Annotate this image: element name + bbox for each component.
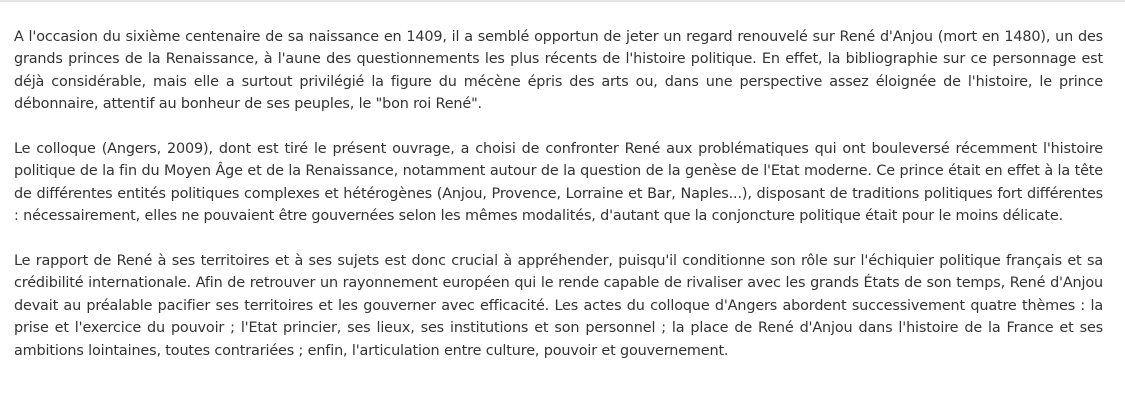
top-divider: [0, 0, 1125, 2]
book-description: [14, 26, 1103, 384]
paragraph-themes: Le rapport de René à ses territoires et à ses sujets est donc crucial à appréhender, puisqu'il conditionne son rôle sur l'échiquier politique français et sa crédibilité internationale. Afin de retrouver un rayonnement européen qui le rende capable de rivaliser avec les grands États de son temps, René d'Anjou devait au préalable pacifier ses territoires et les gouverner avec efficacité. Les actes du colloque d'Angers abordent successivement quatre thèmes : la prise et l'exercice du pouvoir ; l'Etat princier, ses lieux, ses institutions et son personnel ; la place de René d'Anjou dans l'histoire de la France et ses ambitions lointaines, toutes contrariées ; enfin, l'articulation entre culture, pouvoir et gouvernement.: [14, 253, 1103, 359]
paragraph-intro: A l'occasion du sixième centenaire de sa naissance en 1409, il a semblé opportun de jeter un regard renouvelé sur René d'Anjou (mort en 1480), un des grands princes de la Renaissance, à l'aune des questionnements les plus récents de l'histoire politique. En effet, la bibliographie sur ce personnage est déjà considérable, mais elle a surtout privilégié la figure du mécène épris des arts ou, dans une perspective assez éloignée de l'histoire, le prince débonnaire, attentif au bonheur de ses peuples, le "bon roi René".: [14, 29, 1103, 113]
paragraph-colloque: Le colloque (Angers, 2009), dont est tiré le présent ouvrage, a choisi de confronter René aux problématiques qui ont bouleversé récemment l'histoire politique de la fin du Moyen Âge et de la Renaissance, notamment autour de la question de la genèse de l'Etat moderne. Ce prince était en effet à la tête de différentes entités politiques complexes et hétérogènes (Anjou, Provence, Lorraine et Bar, Naples...), disposant de traditions politiques fort différentes : nécessairement, elles ne pouvaient être gouvernées selon les mêmes modalités, d'autant que la conjoncture politique était pour le moins délicate.: [14, 141, 1103, 225]
